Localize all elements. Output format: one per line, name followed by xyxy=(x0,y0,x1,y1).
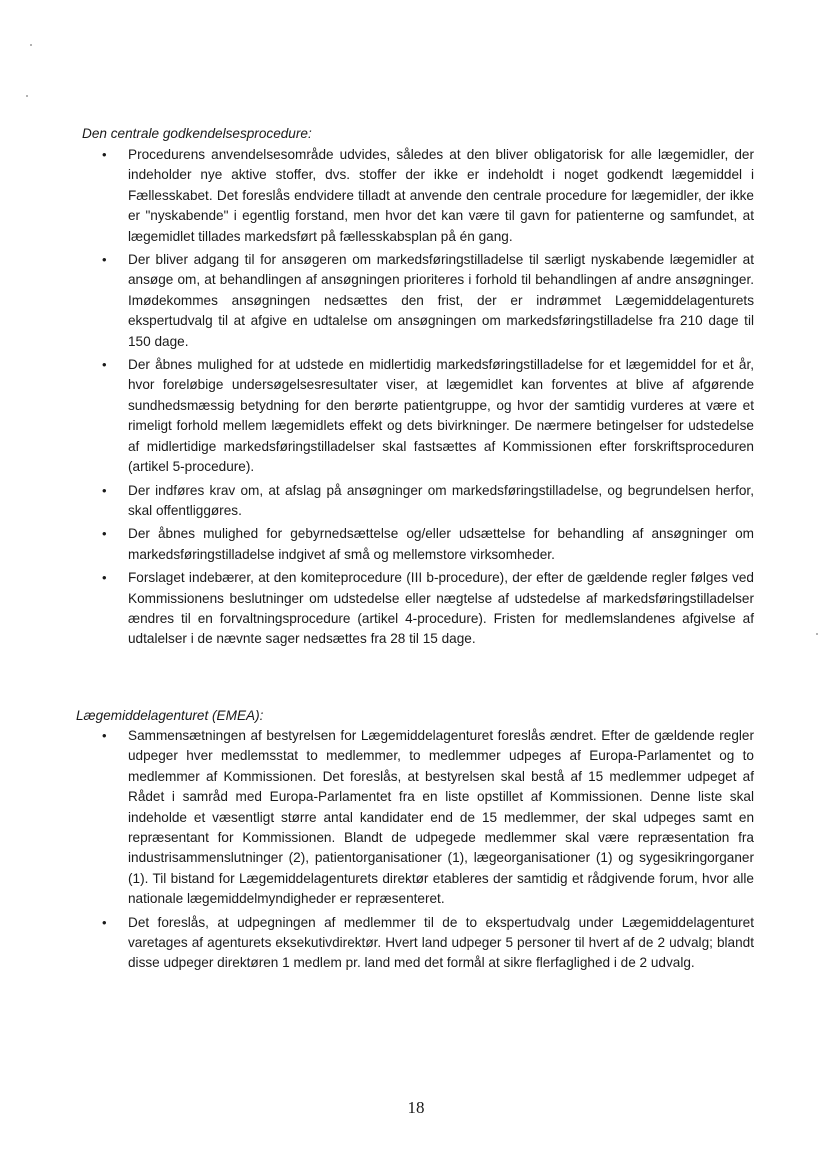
list-item xyxy=(102,726,754,910)
page-number: 18 xyxy=(407,1098,425,1117)
list-item-text: Der åbnes mulighed for at udstede en midlertidig markedsføringstilladelse for et lægemiddel for et år, hvor foreløbige undersøgelsesresultater viser, at lægemidlet kan forventes at blive af afgørende sundhedsmæssig betydning for den berørte patientgruppe, og hvor der samtidig vurderes at være et rimeligt forhold mellem lægemidlets effekt og dets bivirkninger. De nærmere betingelser for udstedelse af midlertidige markedsføringstilladelser skal fastsættes af Kommissionen efter forskriftsproceduren (artikel 5-procedure). xyxy=(128,357,754,475)
bullet-list-emea xyxy=(102,726,754,977)
list-item-text: Sammensætningen af bestyrelsen for Lægemiddelagenturet foreslås ændret. Efter de gældende regler udpeger hver medlemsstat to medlemmer, to medlemmer udpeges af Europa-Parlamentet og to medlemmer af Kommissionen. Det foreslås, at bestyrelsen skal bestå af 15 medlemmer udpeget af Rådet i samråd med Europa-Parlamentet fra en liste opstillet af Kommissionen. Denne liste skal indeholde et væsentligt større antal kandidater end de 15 medlemmer, der skal udpeges samt en repræsentant for Kommissionen. Blandt de udpegede medlemmer skal være repræsentation fra industrisammenslutninger (2), patientorganisationer (1), lægeorganisationer (1) og sygesikringorganer (1). Til bistand for Lægemiddelagenturets direktør etableres der samtidig et rådgivende forum, hvor alle nationale lægemiddelmyndigheder er repræsenteret. xyxy=(128,728,754,907)
list-item-text: Der indføres krav om, at afslag på ansøgninger om markedsføringstilladelse, og begrundelsen herfor, skal offentliggøres. xyxy=(128,482,754,518)
list-item-text: Procedurens anvendelsesområde udvides, således at den bliver obligatorisk for alle lægemidler, der indeholder nye aktive stoffer, dvs. stoffer der ikke er indeholdt i noget godkendt lægemiddel i Fællesskabet. Det foreslås endvidere tilladt at anvende den centrale procedure for lægemidler, der ikke er "nyskabende" i egentlig forstand, men hvor det kan være til gavn for patienterne og samfundet, at lægemidlet tillades markedsført på fællesskabsplan på én gang. xyxy=(128,147,754,244)
list-item xyxy=(102,524,754,565)
bullet-icon: • xyxy=(102,728,107,743)
list-item xyxy=(102,913,754,974)
list-item xyxy=(102,568,754,650)
list-item-text: Der åbnes mulighed for gebyrnedsættelse og/eller udsættelse for behandling af ansøgninger om markedsføringstilladelse indgivet af små og mellemstore virksomheder. xyxy=(128,526,754,562)
bullet-icon: • xyxy=(102,357,107,373)
bullet-icon: • xyxy=(102,252,107,268)
bullet-icon: • xyxy=(102,147,107,162)
bullet-icon: • xyxy=(102,914,107,930)
bullet-icon: • xyxy=(102,570,107,586)
list-item-text: Det foreslås, at udpegningen af medlemmer til de to ekspertudvalg under Lægemiddelagenturet varetages af agenturets eksekutivdirektør. Hvert land udpeger 5 personer til hvert af de 2 udvalg; blandt disse udpeger direktøren 1 medlem pr. land med det formål at sikre flerfaglighed i de 2 udvalg. xyxy=(128,914,754,971)
bullet-list-central-procedure xyxy=(102,145,754,653)
list-item xyxy=(102,355,754,477)
list-item-text: Der bliver adgang til for ansøgeren om markedsføringstilladelse til særligt nyskabende lægemidler at ansøge om, at behandlingen af ansøgningen prioriteres i forhold til behandlingen af andre ansøgninger. Imødekommes ansøgningen nedsættes den frist, der er indrømmet Lægemiddelagenturets ekspertudvalg til at afgive en udtalelse om ansøgningen om markedsføringstilladelse fra 210 dage til 150 dage. xyxy=(128,252,754,349)
section-heading-emea: Lægemiddelagenturet (EMEA): xyxy=(76,708,264,723)
scan-speck xyxy=(26,95,28,97)
list-item xyxy=(102,145,754,247)
list-item xyxy=(102,250,754,352)
list-item-text: Forslaget indebærer, at den komiteprocedure (III b-procedure), der efter de gældende regler følges ved Kommissionens beslutninger om udstedelse eller nægtelse af udstedelse af markedsføringstilladelser ændres til en forvaltningsprocedure (artikel 4-procedure). Fristen for medlemslandenes afgivelse af udtalelser i de nævnte sager nedsættes fra 28 til 15 dage. xyxy=(128,570,754,647)
section-heading-central-procedure: Den centrale godkendelsesprocedure: xyxy=(82,126,312,141)
scan-speck xyxy=(30,44,32,46)
bullet-icon: • xyxy=(102,526,107,542)
scan-speck xyxy=(816,633,818,635)
bullet-icon: • xyxy=(102,482,107,498)
list-item xyxy=(102,481,754,522)
